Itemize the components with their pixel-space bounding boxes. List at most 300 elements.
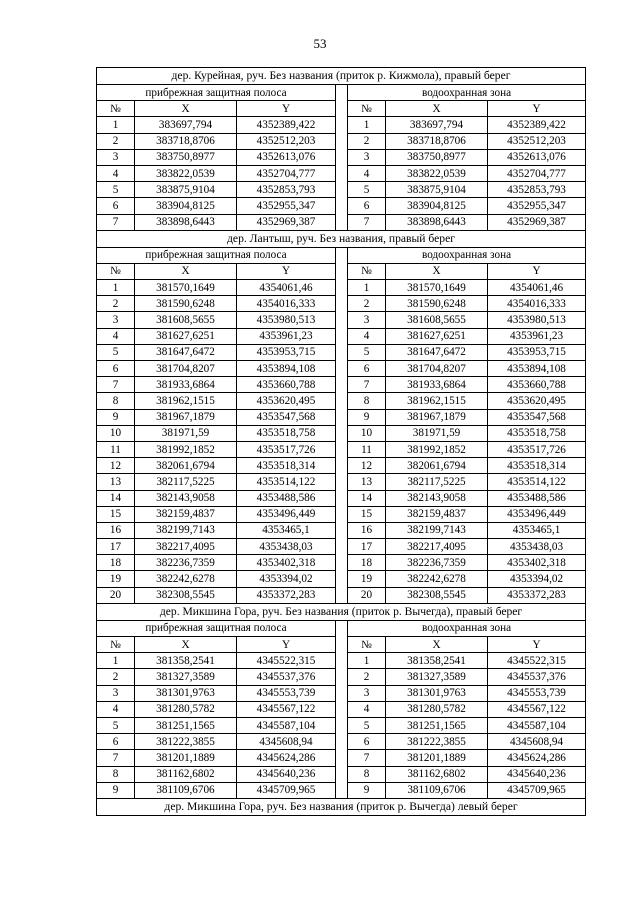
point-number: 4	[348, 165, 386, 181]
coord-x: 381627,6251	[135, 328, 237, 344]
coord-y: 4352955,347	[237, 198, 336, 214]
point-number: 5	[348, 344, 386, 360]
coord-x: 381280,5782	[386, 701, 488, 717]
coord-y: 4353394,02	[237, 571, 336, 587]
table-row	[97, 165, 586, 181]
point-number: 1	[97, 280, 135, 296]
table-row	[97, 539, 586, 555]
table-row	[97, 734, 586, 750]
column-gap	[336, 344, 348, 360]
coord-y: 4352389,422	[488, 117, 586, 133]
coord-x: 381647,6472	[386, 344, 488, 360]
table-row	[97, 133, 586, 149]
coord-y: 4354061,46	[488, 280, 586, 296]
column-gap	[336, 637, 348, 653]
coord-x: 382061,6794	[135, 458, 237, 474]
point-number: 9	[97, 782, 135, 798]
table-row	[97, 782, 586, 798]
coord-y: 4354061,46	[237, 280, 336, 296]
point-number: 4	[97, 701, 135, 717]
coord-x: 382217,4095	[386, 539, 488, 555]
coord-x: 382199,7143	[135, 522, 237, 538]
coord-y: 4352512,203	[488, 133, 586, 149]
table-row	[97, 522, 586, 538]
point-number: 3	[97, 312, 135, 328]
coord-x: 381327,3589	[135, 669, 237, 685]
table-row	[97, 393, 586, 409]
col-header-num: №	[348, 637, 386, 653]
coord-x: 381358,2541	[135, 653, 237, 669]
coord-y: 4345608,94	[237, 734, 336, 750]
column-gap	[336, 734, 348, 750]
point-number: 7	[97, 214, 135, 230]
coord-x: 381327,3589	[386, 669, 488, 685]
coord-x: 381162,6802	[135, 766, 237, 782]
column-gap	[336, 165, 348, 181]
coord-x: 381992,1852	[135, 441, 237, 457]
col-header-x: X	[135, 263, 237, 279]
point-number: 8	[348, 766, 386, 782]
point-number: 7	[97, 750, 135, 766]
col-header-x: X	[135, 637, 237, 653]
coord-x: 381933,6864	[386, 377, 488, 393]
point-number: 9	[348, 782, 386, 798]
point-number: 13	[97, 474, 135, 490]
column-gap	[336, 312, 348, 328]
section-title-row	[97, 798, 586, 815]
coord-y: 4352704,777	[488, 165, 586, 181]
coord-y: 4345709,965	[488, 782, 586, 798]
point-number: 17	[348, 539, 386, 555]
point-number: 3	[348, 149, 386, 165]
column-gap	[336, 149, 348, 165]
coord-y: 4353465,1	[488, 522, 586, 538]
coord-x: 381301,9763	[386, 685, 488, 701]
coord-x: 381251,1565	[135, 717, 237, 733]
point-number: 2	[97, 669, 135, 685]
zone-left-header: прибрежная защитная полоса	[97, 85, 336, 101]
zone-right-header: водоохранная зона	[348, 247, 586, 263]
point-number: 8	[97, 393, 135, 409]
coord-y: 4345522,315	[237, 653, 336, 669]
coord-y: 4353518,758	[237, 425, 336, 441]
column-gap	[336, 474, 348, 490]
point-number: 5	[97, 182, 135, 198]
point-number: 16	[97, 522, 135, 538]
coord-y: 4353402,318	[488, 555, 586, 571]
section-title: дер. Лантыш, руч. Без названия, правый берег	[97, 230, 586, 247]
section-title: дер. Микшина Гора, руч. Без названия (приток р. Вычегда), правый берег	[97, 603, 586, 620]
coord-y: 4353518,758	[488, 425, 586, 441]
col-header-x: X	[135, 101, 237, 117]
col-header-num: №	[348, 101, 386, 117]
point-number: 2	[348, 133, 386, 149]
column-gap	[336, 182, 348, 198]
table-row	[97, 361, 586, 377]
point-number: 19	[348, 571, 386, 587]
table-row	[97, 458, 586, 474]
coord-y: 4345553,739	[237, 685, 336, 701]
column-header-row	[97, 637, 586, 653]
column-gap	[336, 782, 348, 798]
column-gap	[336, 555, 348, 571]
coord-x: 381647,6472	[135, 344, 237, 360]
coord-x: 381570,1649	[386, 280, 488, 296]
coord-y: 4352955,347	[488, 198, 586, 214]
column-gap	[336, 685, 348, 701]
coord-y: 4345567,122	[488, 701, 586, 717]
column-gap	[336, 101, 348, 117]
coord-y: 4353438,03	[488, 539, 586, 555]
column-gap	[336, 458, 348, 474]
column-gap	[336, 441, 348, 457]
coord-x: 381704,8207	[386, 361, 488, 377]
column-gap	[336, 214, 348, 230]
coord-y: 4353620,495	[237, 393, 336, 409]
page-number: 53	[313, 36, 327, 51]
coord-y: 4352389,422	[237, 117, 336, 133]
coord-y: 4345587,104	[237, 717, 336, 733]
coord-x: 383822,0539	[135, 165, 237, 181]
point-number: 14	[348, 490, 386, 506]
coord-y: 4345587,104	[488, 717, 586, 733]
point-number: 6	[97, 198, 135, 214]
coord-x: 383898,6443	[386, 214, 488, 230]
coord-y: 4353660,788	[237, 377, 336, 393]
coord-y: 4353660,788	[488, 377, 586, 393]
coord-x: 383875,9104	[386, 182, 488, 198]
column-gap	[336, 766, 348, 782]
coordinates-table	[96, 67, 586, 816]
coord-y: 4353547,568	[488, 409, 586, 425]
coord-x: 381962,1515	[386, 393, 488, 409]
coord-x: 382236,7359	[135, 555, 237, 571]
col-header-num: №	[97, 101, 135, 117]
zone-left-header: прибрежная защитная полоса	[97, 620, 336, 636]
point-number: 10	[97, 425, 135, 441]
point-number: 5	[97, 344, 135, 360]
col-header-y: Y	[237, 101, 336, 117]
point-number: 5	[97, 717, 135, 733]
point-number: 15	[97, 506, 135, 522]
column-header-row	[97, 101, 586, 117]
point-number: 16	[348, 522, 386, 538]
point-number: 6	[97, 361, 135, 377]
coord-y: 4353547,568	[237, 409, 336, 425]
coord-y: 4345640,236	[237, 766, 336, 782]
coord-y: 4353402,318	[237, 555, 336, 571]
coord-x: 381162,6802	[386, 766, 488, 782]
column-gap	[336, 669, 348, 685]
coord-y: 4353517,726	[488, 441, 586, 457]
col-header-num: №	[348, 263, 386, 279]
zone-header-row	[97, 247, 586, 263]
point-number: 12	[97, 458, 135, 474]
column-gap	[336, 587, 348, 603]
coord-y: 4353953,715	[488, 344, 586, 360]
coord-x: 383750,8977	[386, 149, 488, 165]
coord-y: 4352613,076	[488, 149, 586, 165]
column-gap	[336, 490, 348, 506]
table-row	[97, 149, 586, 165]
coord-x: 381933,6864	[135, 377, 237, 393]
coord-x: 383875,9104	[135, 182, 237, 198]
column-gap	[336, 409, 348, 425]
coord-x: 382236,7359	[386, 555, 488, 571]
coord-y: 4353518,314	[237, 458, 336, 474]
column-gap	[336, 133, 348, 149]
point-number: 7	[348, 377, 386, 393]
table-row	[97, 441, 586, 457]
coord-x: 382242,6278	[386, 571, 488, 587]
coord-y: 4345709,965	[237, 782, 336, 798]
col-header-y: Y	[488, 101, 586, 117]
point-number: 11	[348, 441, 386, 457]
column-gap	[336, 280, 348, 296]
column-gap	[336, 717, 348, 733]
point-number: 19	[97, 571, 135, 587]
point-number: 14	[97, 490, 135, 506]
column-gap	[336, 296, 348, 312]
table-row	[97, 685, 586, 701]
column-gap	[336, 506, 348, 522]
col-header-x: X	[386, 263, 488, 279]
point-number: 13	[348, 474, 386, 490]
section-title-row	[97, 603, 586, 620]
coord-y: 4352969,387	[237, 214, 336, 230]
col-header-y: Y	[237, 263, 336, 279]
coord-x: 381301,9763	[135, 685, 237, 701]
coord-x: 381627,6251	[386, 328, 488, 344]
coord-x: 381109,6706	[135, 782, 237, 798]
point-number: 18	[97, 555, 135, 571]
point-number: 3	[348, 685, 386, 701]
coord-y: 4353620,495	[488, 393, 586, 409]
point-number: 3	[97, 149, 135, 165]
coord-y: 4353980,513	[488, 312, 586, 328]
col-header-num: №	[97, 637, 135, 653]
col-header-x: X	[386, 637, 488, 653]
coord-x: 381358,2541	[386, 653, 488, 669]
coord-x: 381971,59	[386, 425, 488, 441]
point-number: 17	[97, 539, 135, 555]
column-gap	[336, 377, 348, 393]
column-gap	[336, 328, 348, 344]
table-row	[97, 117, 586, 133]
column-gap	[336, 522, 348, 538]
section-title: дер. Курейная, руч. Без названия (приток р. Кижмола), правый берег	[97, 68, 586, 85]
coord-y: 4345567,122	[237, 701, 336, 717]
column-gap	[336, 198, 348, 214]
table-row	[97, 490, 586, 506]
table-row	[97, 296, 586, 312]
table-row	[97, 669, 586, 685]
coord-x: 383898,6443	[135, 214, 237, 230]
column-gap	[336, 361, 348, 377]
coord-x: 383904,8125	[386, 198, 488, 214]
coord-x: 383904,8125	[135, 198, 237, 214]
coord-x: 381967,1879	[386, 409, 488, 425]
coord-x: 382308,5545	[386, 587, 488, 603]
column-gap	[336, 571, 348, 587]
point-number: 2	[348, 296, 386, 312]
column-gap	[336, 425, 348, 441]
coord-y: 4345537,376	[488, 669, 586, 685]
point-number: 1	[348, 653, 386, 669]
coord-x: 382242,6278	[135, 571, 237, 587]
coord-x: 381590,6248	[386, 296, 488, 312]
section-title-row	[97, 68, 586, 85]
coord-y: 4352704,777	[237, 165, 336, 181]
coord-x: 381201,1889	[386, 750, 488, 766]
coord-y: 4345624,286	[237, 750, 336, 766]
point-number: 11	[97, 441, 135, 457]
coord-y: 4352512,203	[237, 133, 336, 149]
coord-y: 4353488,586	[237, 490, 336, 506]
table-row	[97, 750, 586, 766]
col-header-y: Y	[488, 637, 586, 653]
coord-x: 381608,5655	[386, 312, 488, 328]
coord-x: 381280,5782	[135, 701, 237, 717]
coord-x: 383697,794	[135, 117, 237, 133]
coord-x: 381201,1889	[135, 750, 237, 766]
coord-y: 4345553,739	[488, 685, 586, 701]
coord-x: 383697,794	[386, 117, 488, 133]
coord-y: 4352969,387	[488, 214, 586, 230]
point-number: 10	[348, 425, 386, 441]
coord-x: 381962,1515	[135, 393, 237, 409]
coord-y: 4353372,283	[488, 587, 586, 603]
coord-x: 381222,3855	[135, 734, 237, 750]
column-gap	[336, 117, 348, 133]
table-row	[97, 214, 586, 230]
table-row	[97, 328, 586, 344]
point-number: 2	[348, 669, 386, 685]
coord-y: 4353953,715	[237, 344, 336, 360]
table-row	[97, 474, 586, 490]
coord-x: 381590,6248	[135, 296, 237, 312]
coord-y: 4353488,586	[488, 490, 586, 506]
point-number: 3	[97, 685, 135, 701]
zone-header-row	[97, 85, 586, 101]
point-number: 9	[97, 409, 135, 425]
col-header-x: X	[386, 101, 488, 117]
table-row	[97, 280, 586, 296]
column-gap	[336, 701, 348, 717]
point-number: 8	[348, 393, 386, 409]
point-number: 3	[348, 312, 386, 328]
coord-y: 4353518,314	[488, 458, 586, 474]
coord-y: 4345608,94	[488, 734, 586, 750]
point-number: 6	[97, 734, 135, 750]
point-number: 12	[348, 458, 386, 474]
column-gap	[336, 247, 348, 263]
table-row	[97, 571, 586, 587]
table-row	[97, 312, 586, 328]
point-number: 1	[97, 653, 135, 669]
point-number: 15	[348, 506, 386, 522]
point-number: 2	[97, 296, 135, 312]
table-row	[97, 506, 586, 522]
table-row	[97, 555, 586, 571]
coord-y: 4353980,513	[237, 312, 336, 328]
coord-y: 4345640,236	[488, 766, 586, 782]
table-row	[97, 409, 586, 425]
coord-x: 382308,5545	[135, 587, 237, 603]
coord-y: 4353517,726	[237, 441, 336, 457]
coord-x: 381570,1649	[135, 280, 237, 296]
coord-x: 382117,5225	[135, 474, 237, 490]
coord-y: 4353496,449	[237, 506, 336, 522]
coord-y: 4354016,333	[488, 296, 586, 312]
point-number: 20	[97, 587, 135, 603]
point-number: 4	[97, 328, 135, 344]
coord-x: 383750,8977	[135, 149, 237, 165]
point-number: 1	[348, 280, 386, 296]
point-number: 6	[348, 198, 386, 214]
table-row	[97, 701, 586, 717]
column-header-row	[97, 263, 586, 279]
point-number: 6	[348, 361, 386, 377]
point-number: 18	[348, 555, 386, 571]
column-gap	[336, 620, 348, 636]
coord-x: 381704,8207	[135, 361, 237, 377]
coord-x: 381251,1565	[386, 717, 488, 733]
coord-y: 4353438,03	[237, 539, 336, 555]
coord-y: 4345624,286	[488, 750, 586, 766]
point-number: 5	[348, 717, 386, 733]
zone-header-row	[97, 620, 586, 636]
coord-x: 382159,4837	[386, 506, 488, 522]
col-header-y: Y	[237, 637, 336, 653]
coord-y: 4353961,23	[488, 328, 586, 344]
point-number: 6	[348, 734, 386, 750]
point-number: 1	[348, 117, 386, 133]
coord-y: 4352853,793	[237, 182, 336, 198]
coord-y: 4345537,376	[237, 669, 336, 685]
table-row	[97, 766, 586, 782]
column-gap	[336, 393, 348, 409]
table-row	[97, 198, 586, 214]
point-number: 7	[348, 214, 386, 230]
coord-y: 4353514,122	[237, 474, 336, 490]
column-gap	[336, 539, 348, 555]
section-title-row	[97, 230, 586, 247]
coord-y: 4353394,02	[488, 571, 586, 587]
coord-y: 4352613,076	[237, 149, 336, 165]
coord-y: 4353496,449	[488, 506, 586, 522]
coord-x: 381222,3855	[386, 734, 488, 750]
coord-x: 381967,1879	[135, 409, 237, 425]
coord-x: 381971,59	[135, 425, 237, 441]
coord-x: 382159,4837	[135, 506, 237, 522]
table-row	[97, 653, 586, 669]
col-header-y: Y	[488, 263, 586, 279]
coord-y: 4354016,333	[237, 296, 336, 312]
zone-right-header: водоохранная зона	[348, 85, 586, 101]
column-gap	[336, 750, 348, 766]
point-number: 4	[348, 701, 386, 717]
coord-x: 381109,6706	[386, 782, 488, 798]
coord-y: 4353514,122	[488, 474, 586, 490]
column-gap	[336, 653, 348, 669]
coord-x: 382217,4095	[135, 539, 237, 555]
coord-x: 383718,8706	[386, 133, 488, 149]
zone-right-header: водоохранная зона	[348, 620, 586, 636]
column-gap	[336, 85, 348, 101]
point-number: 8	[97, 766, 135, 782]
point-number: 20	[348, 587, 386, 603]
